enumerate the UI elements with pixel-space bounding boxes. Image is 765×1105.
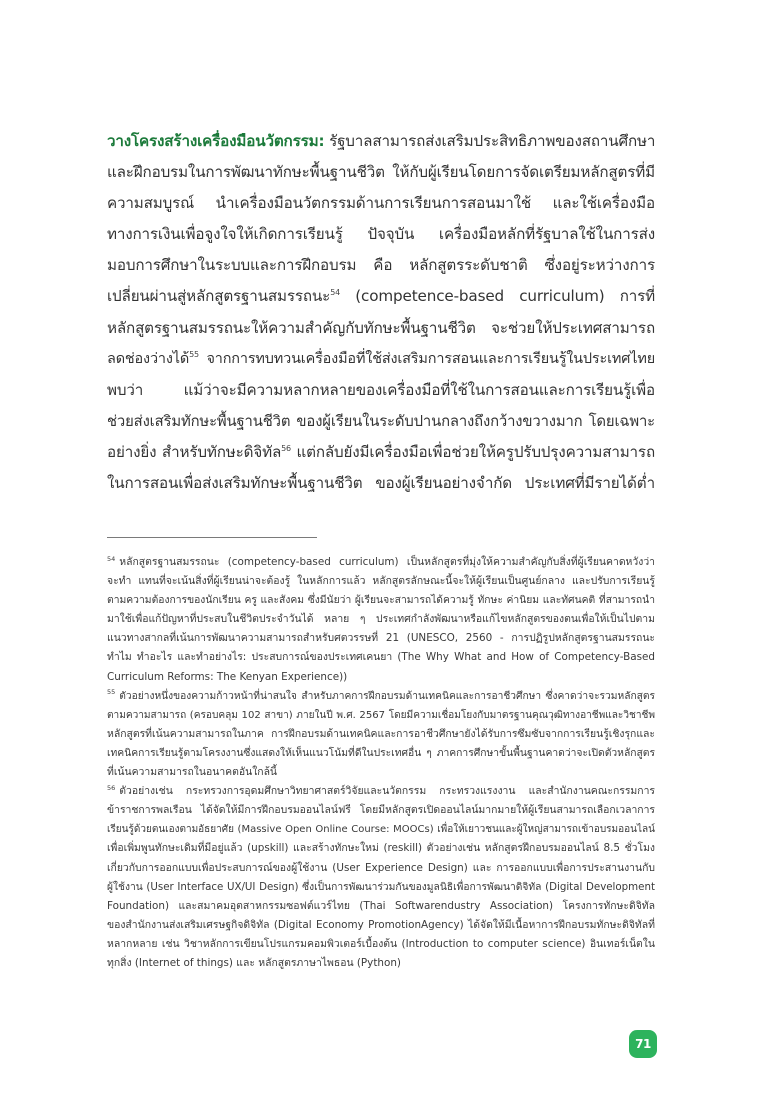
- footnote-number: 54: [107, 554, 116, 563]
- footnotes: [107, 553, 655, 973]
- paragraph-line: ความสมบูรณ์ นำเครื่องมือนวัตกรรมด้านการเรียนการสอนมาใช้ และใช้เครื่องมือ: [107, 194, 655, 213]
- footnote-54: $^{54}$ หลักสูตรฐานสมรรถนะ (competency-based curriculum) เป็นหลักสูตรที่มุ่งให้ความสำคัญกับสิ่งที่ผู้เรียนคาดหวังว่า จะทำ แทนที่จะเน้นสิ่งที่ผู้เรียนน่าจะต้องรู้ ในหลักการแล้ว หลักสูตรลักษณะนี้จะให้ผู้เรียนเป็นศูนย์กลาง และปรับการเรียนรู้ ตามความต้องการของนักเรียน ครู และสังคม ซึ่งมีนัยว่า ผู้เรียนจะสามารถได้ความรู้ ทักษะ ค่านิยม และทัศนคติ ที่สามารถนำ มาใช้เพื่อแก้ปัญหาที่ประสบในชีวิตประจำวันได้ หลาย ๆ ประเทศกำลังพัฒนาหรือแก้ไขหลักสูตรของตนเพื่อให้เป็นไปตาม แนวทางสากลที่เน้นการพัฒนาความสามารถสำหรับศตวรรษที่ 21 (UNESCO, 2560 - การปฏิรูปหลักสูตรฐานสมรรถนะ ทำไม ทำอะไร และทำอย่างไร: ประสบการณ์ของประเทศเคนยา (The Why What and How of Competency-Based Curriculum Reforms: The Kenyan Experience)): [107, 554, 655, 683]
- footnote-56: $^{56}$ ตัวอย่างเช่น กระทรวงการอุดมศึกษาวิทยาศาสตร์วิจัยและนวัตกรรม กระทรวงแรงงาน และสำนักงานคณะกรรมการ ข้าราชการพลเรือน ได้จัดให้มีการฝึกอบรมออนไลน์ฟรี โดยมีหลักสูตรเปิดออนไลน์มากมายให้ผู้เรียนสามารถเลือกเวลาการ เรียนรู้ด้วยตนเองตามอัธยาศัย (Massive Open Online Course: MOOCs) เพื่อให้เยาวชนและผู้ใหญ่สามารถเข้าอบรมออนไลน์ เพื่อเพิ่มพูนทักษะเดิมที่มีอยู่แล้ว (upskill) และสร้างทักษะใหม่ (reskill) ตัวอย่างเช่น หลักสูตรฝึกอบรมออนไลน์ 8.5 ชั่วโมง เกี่ยวกับการออกแบบเพื่อประสบการณ์ของผู้ใช้งาน (User Experience Design) และ การออกแบบเพื่อการประสานงานกับ ผู้ใช้งาน (User Interface UX/UI Design) ซึ่งเป็นการพัฒนาร่วมกันของมูลนิธิเพื่อการพัฒนาดิจิทัล (Digital Development Foundation) และสมาคมอุตสาหกรรมซอฟต์แวร์ไทย (Thai Softwarendustry Association) โครงการทักษะดิจิทัล ของสำนักงานส่งเสริมเศรษฐกิจดิจิทัล (Digital Economy PromotionAgency) ได้จัดให้มีเนื้อหาการฝึกอบรมทักษะดิจิทัลที่ หลากหลาย เช่น วิชาหลักการเขียนโปรแกรมคอมพิวเตอร์เบื้องต้น (Introduction to computer science) อินเทอร์เน็ตใน ทุกสิ่ง (Internet of things) และ หลักสูตรภาษาไพธอน (Python): [107, 783, 655, 969]
- paragraph-line: เปลี่ยนผ่านสู่หลักสูตรฐานสมรรถนะ$^{54}$ (competence-based curriculum) การที่: [107, 287, 655, 306]
- footnote-55: $^{55}$ ตัวอย่างหนึ่งของความก้าวหน้าที่น่าสนใจ สำหรับภาคการฝึกอบรมด้านเทคนิคและการอาชีวศึกษา ซึ่งคาดว่าจะรวมหลักสูตร ตามความสามารถ (ครอบคลุม 102 สาขา) ภายในปี พ.ศ. 2567 โดยมีความเชื่อมโยงกับมาตรฐานคุณวุฒิทางอาชีพและวิชาชีพ หลักสูตรที่เน้นความสามารถในภาค การฝึกอบรมด้านเทคนิคและการอาชีวศึกษายังได้รับการซึมซับจากการเรียนรู้เชิงรุกและ เทคนิคการเรียนรู้ตามโครงงานซึ่งแสดงให้เห็นแนวโน้มที่ดีในประเทศอื่น ๆ ภาคการศึกษาขั้นพื้นฐานคาดว่าจะเปิดตัวหลักสูตร ที่เน้นความสามารถในอนาคตอันใกล้นี้: [107, 688, 655, 779]
- paragraph-line: ลดช่องว่างได้$^{55}$ จากการทบทวนเครื่องมือที่ใช้ส่งเสริมการสอนและการเรียนรู้ในประเทศไทย: [107, 349, 655, 367]
- page-number-badge: 71: [629, 1030, 657, 1058]
- footnote-ref-56[interactable]: 56: [281, 443, 291, 453]
- footnote-number: 56: [107, 783, 116, 792]
- footnote-ref-54[interactable]: 54: [330, 288, 341, 298]
- paragraph-line: ทางการเงินเพื่อจูงใจให้เกิดการเรียนรู้ ปัจจุบัน เครื่องมือหลักที่รัฐบาลใช้ในการส่ง: [107, 225, 655, 244]
- paragraph-line: พบว่า แม้ว่าจะมีความหลากหลายของเครื่องมือที่ใช้ในการสอนและการเรียนรู้เพื่อ: [107, 380, 655, 399]
- main-paragraph: [107, 126, 655, 499]
- paragraph-line: วางโครงสร้างเครื่องมือนวัตกรรม: รัฐบาลสามารถส่งเสริมประสิทธิภาพของสถานศึกษา: [107, 132, 656, 150]
- footnote-ref-55[interactable]: 55: [189, 349, 199, 359]
- section-heading: วางโครงสร้างเครื่องมือนวัตกรรม:: [107, 132, 325, 150]
- paragraph-line: อย่างยิ่ง สำหรับทักษะดิจิทัล$^{56}$ แต่กลับยังมีเครื่องมือเพื่อช่วยให้ครูปรับปรุงความสามารถ: [107, 442, 655, 461]
- paragraph-line: มอบการศึกษาในระบบและการฝึกอบรม คือ หลักสูตรระดับชาติ ซึ่งอยู่ระหว่างการ: [107, 256, 655, 275]
- footnote-number: 55: [107, 688, 116, 697]
- paragraph-line: ในการสอนเพื่อส่งเสริมทักษะพื้นฐานชีวิต ของผู้เรียนอย่างจำกัด ประเทศที่มีรายได้ต่ำ: [107, 474, 655, 493]
- paragraph-line: และฝึกอบรมในการพัฒนาทักษะพื้นฐานชีวิต ให้กับผู้เรียนโดยการจัดเตรียมหลักสูตรที่มี: [107, 163, 655, 182]
- paragraph-line: หลักสูตรฐานสมรรถนะให้ความสำคัญกับทักษะพื้นฐานชีวิต จะช่วยให้ประเทศสามารถ: [107, 318, 655, 337]
- paragraph-line: ช่วยส่งเสริมทักษะพื้นฐานชีวิต ของผู้เรียนในระดับปานกลางถึงกว้างขวางมาก โดยเฉพาะ: [107, 411, 655, 430]
- footnote-divider: [107, 537, 317, 538]
